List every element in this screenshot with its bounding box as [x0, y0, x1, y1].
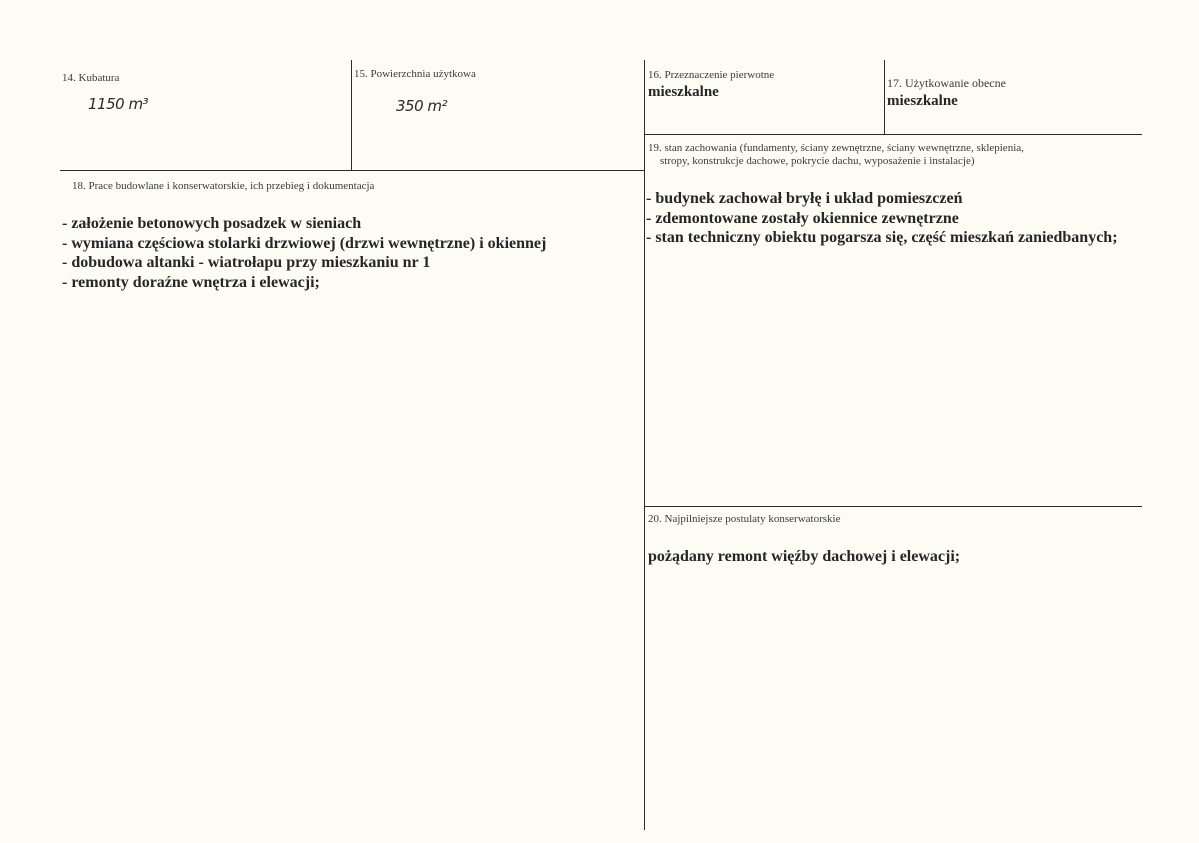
- list-item: - budynek zachował bryłę i układ pomieszczeń: [646, 190, 963, 207]
- divider-h-left: [60, 170, 645, 171]
- field-20-label: 20. Najpilniejsze postulaty konserwatorskie: [648, 513, 841, 525]
- divider-v-16-17: [884, 60, 885, 135]
- field-18-label: 18. Prace budowlane i konserwatorskie, ich przebieg i dokumentacja: [72, 180, 375, 192]
- divider-h-right-mid: [644, 506, 1142, 507]
- divider-v-14-15: [351, 60, 352, 171]
- list-item: - założenie betonowych posadzek w sieniach: [62, 215, 362, 232]
- field-16-value: mieszkalne: [648, 84, 719, 100]
- list-item: - dobudowa altanki - wiatrołapu przy mieszkaniu nr 1: [62, 254, 431, 271]
- list-item: - wymiana częściowa stolarki drzwiowej (drzwi wewnętrzne) i okiennej: [62, 234, 547, 252]
- field-15-label: 15. Powierzchnia użytkowa: [354, 68, 476, 80]
- field-16-label: 16. Przeznaczenie pierwotne: [648, 69, 775, 81]
- divider-v-main: [644, 60, 645, 830]
- divider-h-right-top: [644, 134, 1142, 135]
- list-item: - zdemontowane zostały okiennice zewnętrzne: [646, 209, 959, 227]
- field-19-label-line1: 19. stan zachowania (fundamenty, ściany zewnętrzne, ściany wewnętrzne, sklepienia,: [648, 142, 1024, 154]
- field-17-label: 17. Użytkowanie obecne: [887, 76, 1006, 90]
- field-17-value: mieszkalne: [887, 93, 958, 109]
- field-14-value: 1150 m³: [88, 95, 149, 113]
- field-18-list: [62, 214, 546, 292]
- list-item: - remonty doraźne wnętrza i elewacji;: [62, 273, 320, 291]
- field-15-value: 350 m²: [396, 97, 448, 115]
- list-item: - stan techniczny obiektu pogarsza się, część mieszkań zaniedbanych;: [646, 229, 1118, 246]
- field-19-label-line2: stropy, konstrukcje dachowe, pokrycie dachu, wyposażenie i instalacje): [660, 155, 975, 167]
- field-19-list: [646, 189, 1118, 248]
- field-14-label: 14. Kubatura: [62, 72, 120, 84]
- field-20-value: pożądany remont więźby dachowej i elewacji;: [648, 548, 961, 565]
